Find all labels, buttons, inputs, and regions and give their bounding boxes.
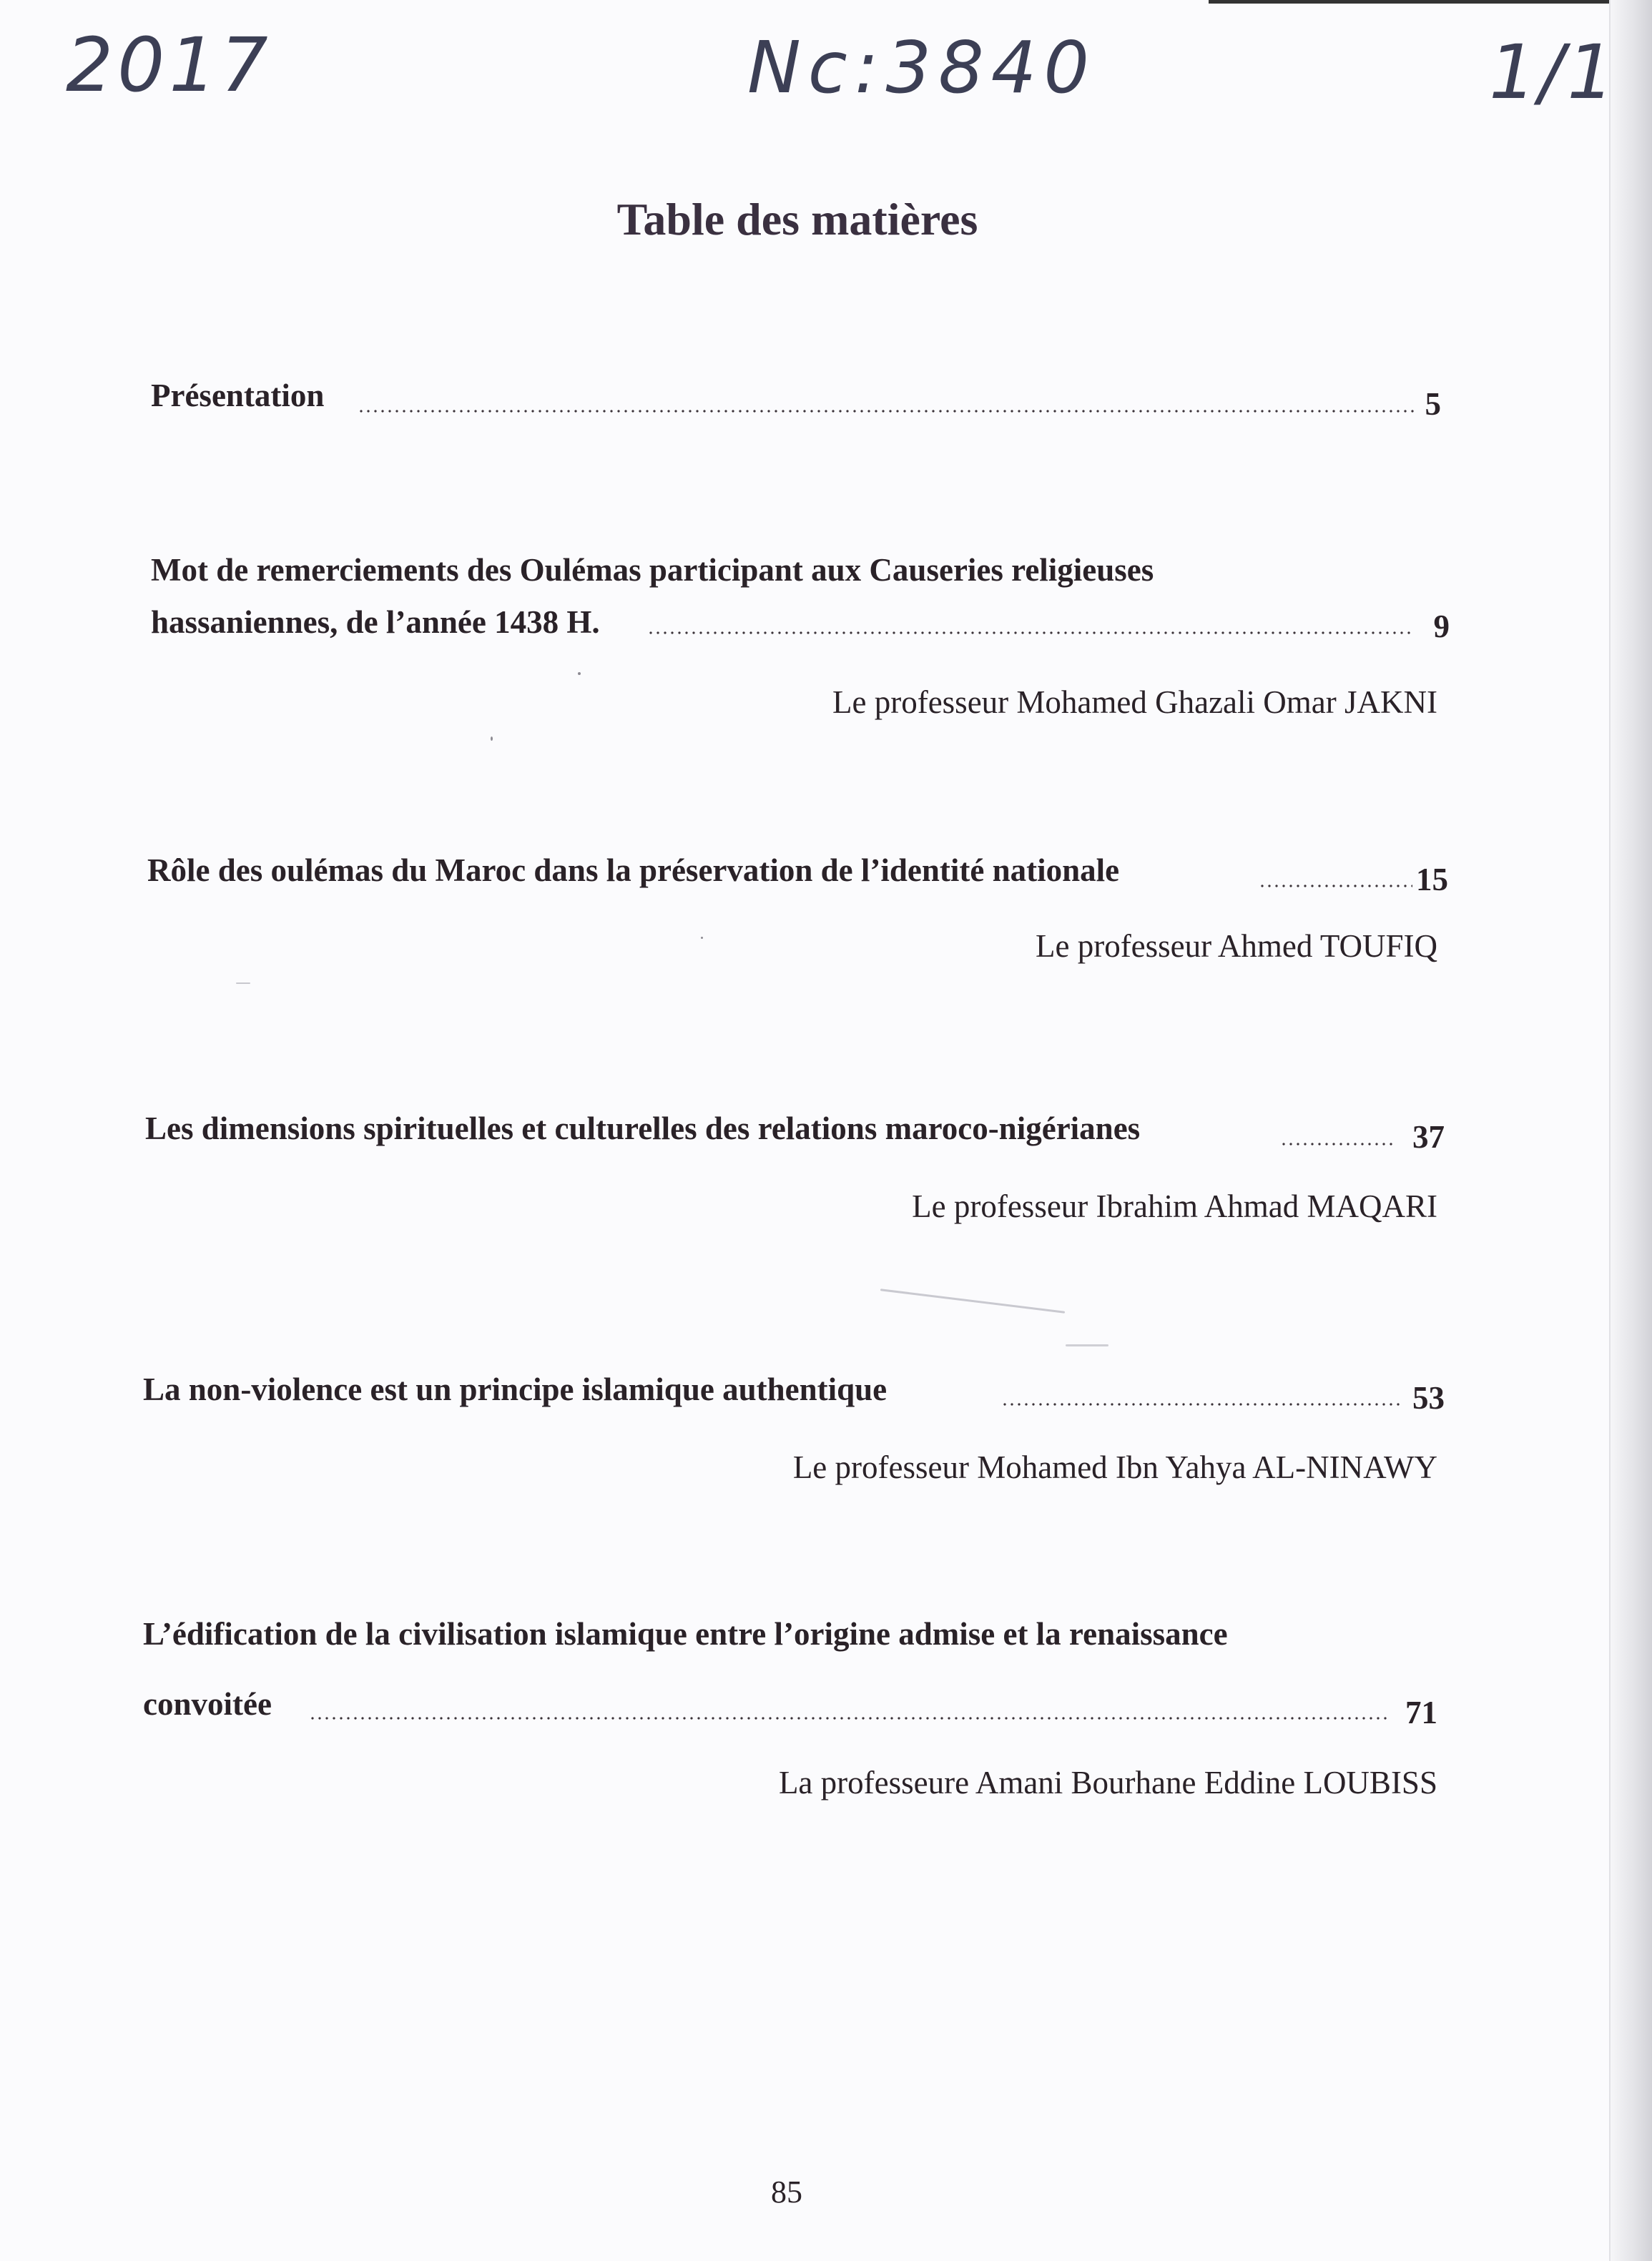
scan-speck xyxy=(578,672,581,675)
toc-page-number: 37 xyxy=(1412,1119,1445,1155)
toc-entry-title: Rôle des oulémas du Maroc dans la préservation de l’identité nationale xyxy=(147,852,1120,888)
dot-leader xyxy=(309,1716,1389,1720)
scan-streak xyxy=(1066,1344,1108,1346)
toc-page-number: 71 xyxy=(1405,1695,1437,1730)
dot-leader xyxy=(647,631,1412,635)
dot-leader xyxy=(1001,1402,1402,1407)
page-number: 85 xyxy=(771,2174,802,2210)
toc-entry-author: Le professeur Mohamed Ibn Yahya AL-NINAWY xyxy=(792,1449,1437,1485)
scan-speck xyxy=(236,982,250,984)
toc-entry-title: Les dimensions spirituelles et culturelles des relations maroco-nigérianes xyxy=(145,1110,1141,1146)
toc-entry-title-continued: hassaniennes, de l’année 1438 H. xyxy=(151,604,600,640)
dot-leader xyxy=(358,409,1416,413)
toc-entry-title: La non-violence est un principe islamique authentique xyxy=(143,1371,888,1407)
toc-page-number: 15 xyxy=(1416,862,1448,897)
page-title: Table des matières xyxy=(616,194,978,245)
handwritten-reference: Nc:3840 xyxy=(747,26,1096,109)
toc-entry-author: Le professeur Ibrahim Ahmad MAQARI xyxy=(912,1188,1437,1224)
handwritten-count: 1/1 xyxy=(1489,29,1618,116)
scan-speck xyxy=(491,737,493,741)
scan-edge xyxy=(1611,0,1652,2261)
scan-speck xyxy=(701,937,703,939)
toc-entry-title: Mot de remerciements des Oulémas participant aux Causeries religieuses xyxy=(151,552,1154,588)
toc-page-number: 53 xyxy=(1412,1380,1445,1416)
toc-entry-author: La professeure Amani Bourhane Eddine LOUBISS xyxy=(778,1765,1437,1801)
toc-entry-title: Présentation xyxy=(151,378,325,413)
toc-entry-title: L’édification de la civilisation islamique entre l’origine admise et la renaissance xyxy=(143,1616,1228,1652)
toc-entry-author: Le professeur Mohamed Ghazali Omar JAKNI xyxy=(832,684,1437,720)
handwritten-year: 2017 xyxy=(66,21,272,109)
scan-streak xyxy=(880,1289,1065,1314)
toc-page-number: 9 xyxy=(1433,609,1450,644)
top-edge-mark xyxy=(1209,0,1609,4)
dot-leader xyxy=(1259,884,1412,888)
toc-entry-title-continued: convoitée xyxy=(143,1686,272,1722)
toc-page-number: 5 xyxy=(1425,386,1441,422)
dot-leader xyxy=(1280,1142,1395,1146)
toc-entry-author: Le professeur Ahmed TOUFIQ xyxy=(1036,928,1437,964)
